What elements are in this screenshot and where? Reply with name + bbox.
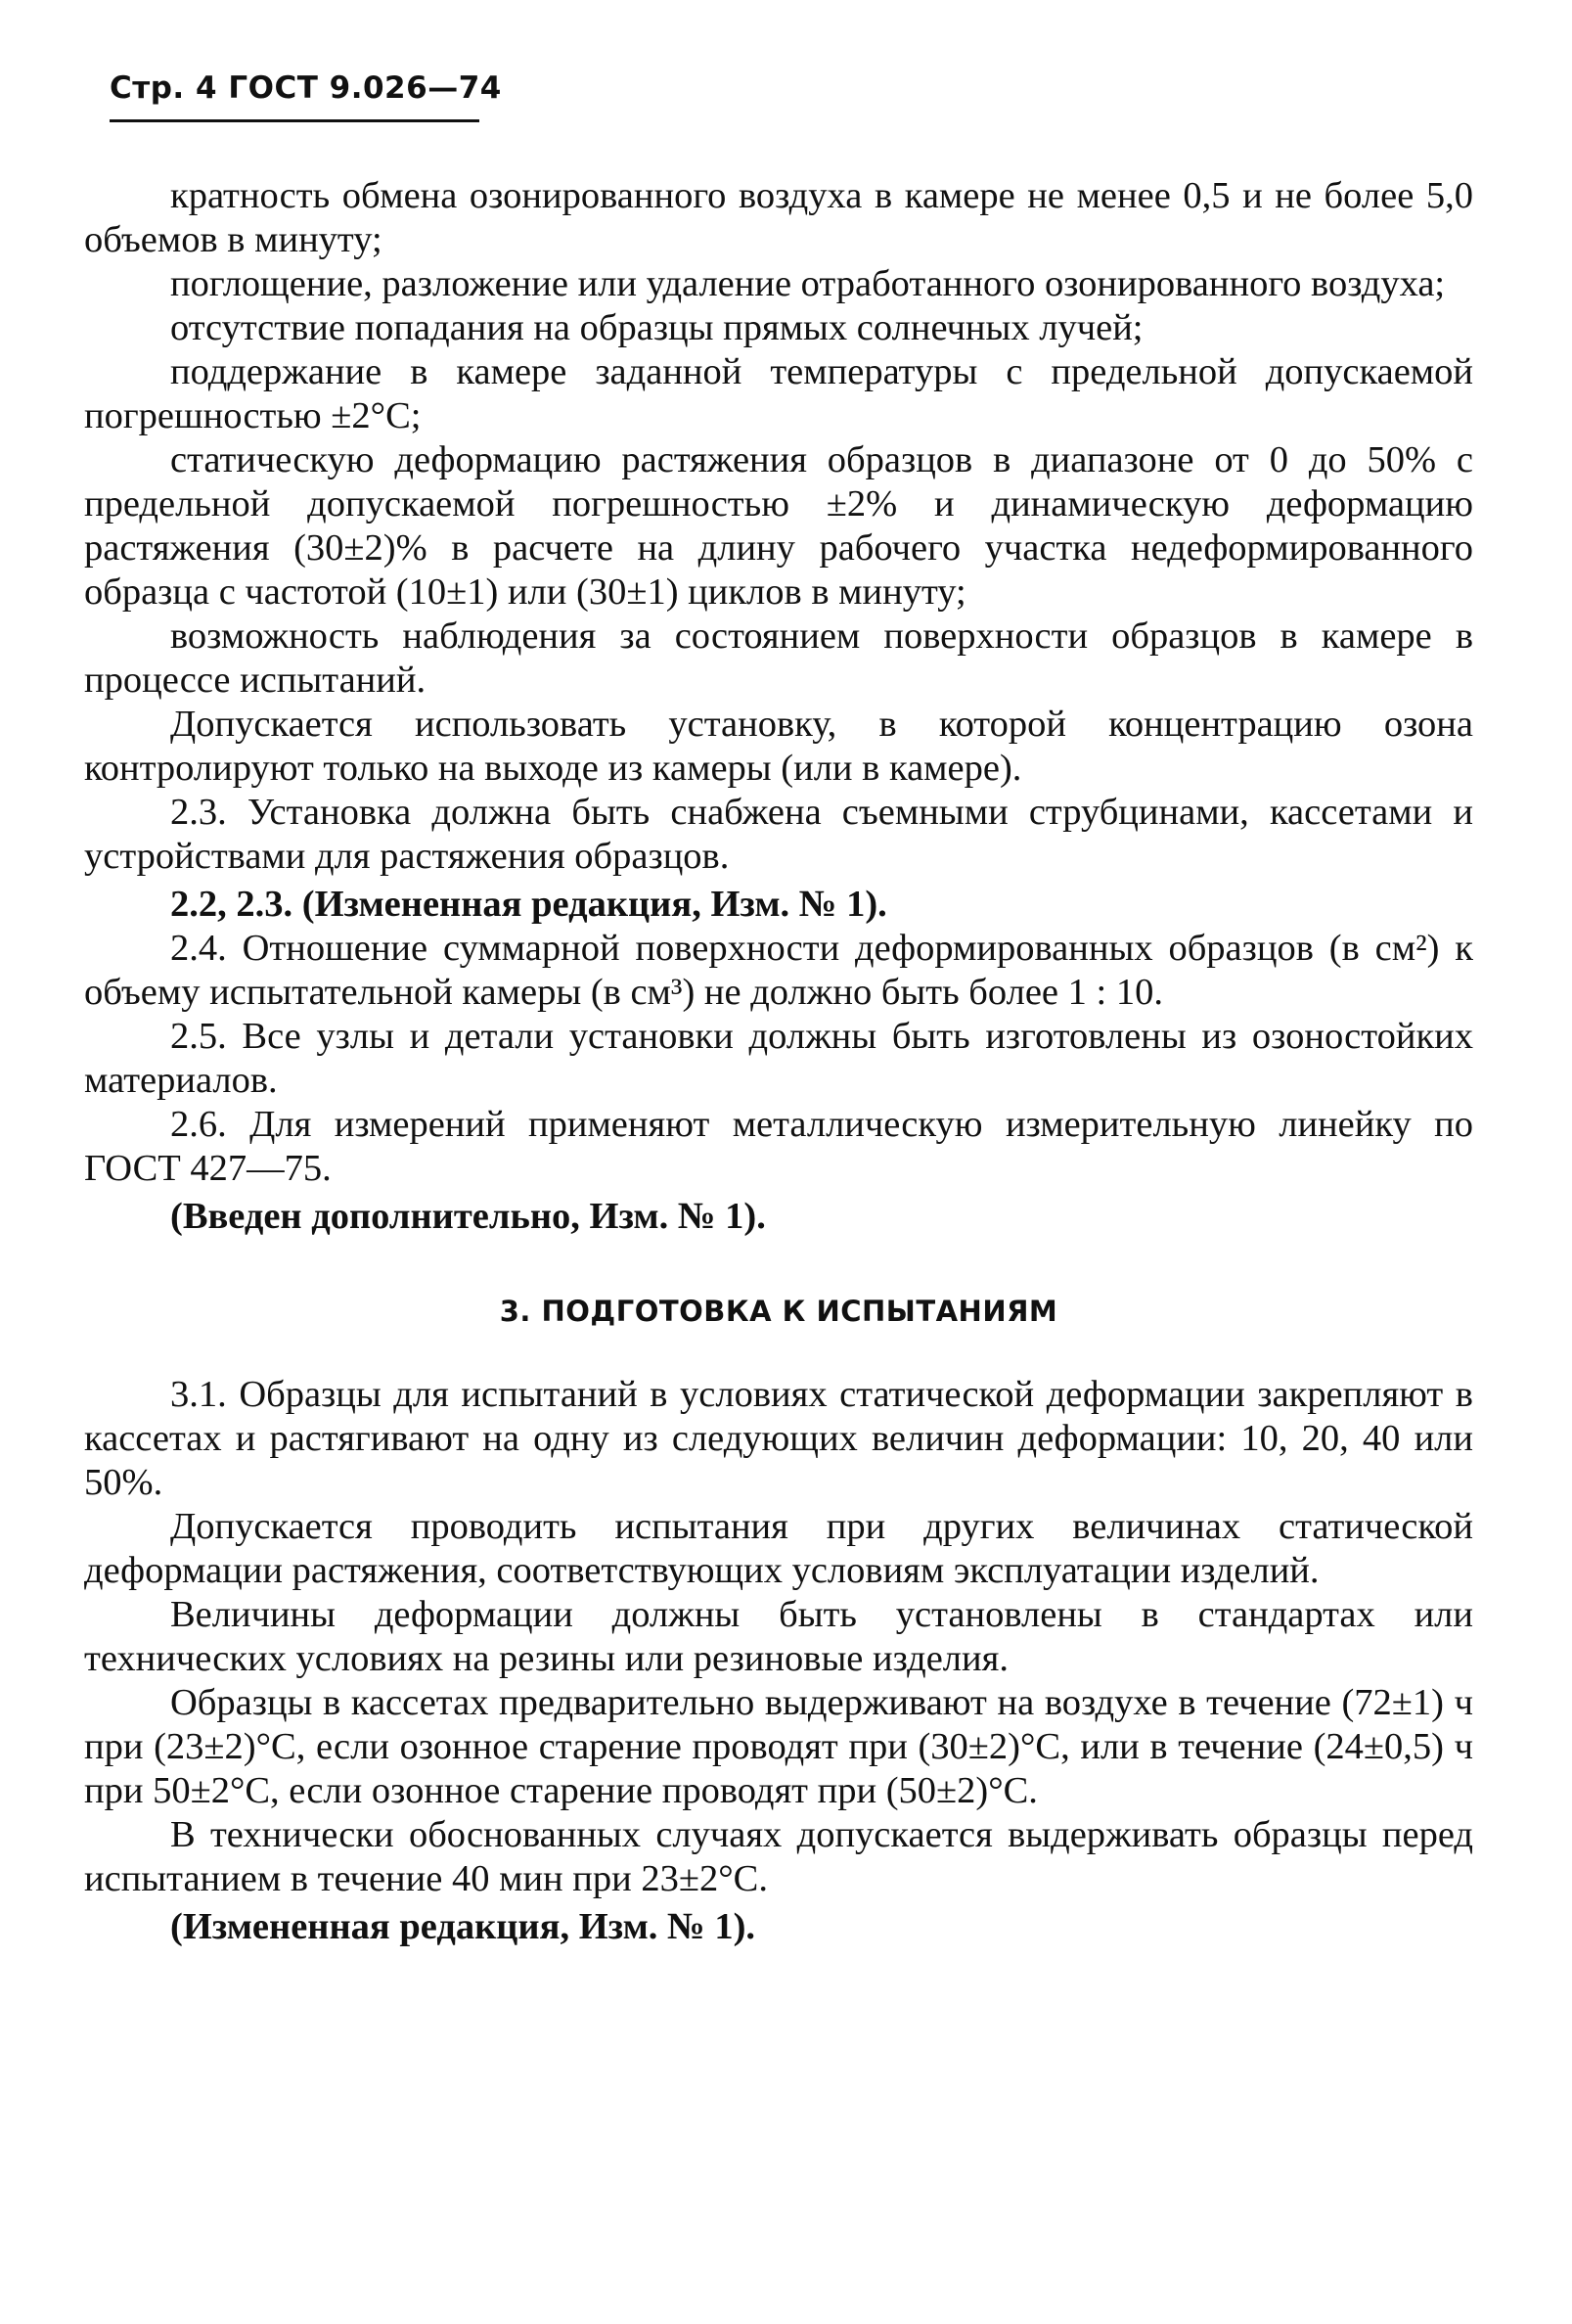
paragraph-observation: возможность наблюдения за состоянием поверхности образцов в камере в процессе испытаний. xyxy=(84,615,1473,701)
paragraph-2-6: 2.6. Для измерений применяют металлическую измерительную линейку по ГОСТ 427—75. xyxy=(84,1104,1473,1189)
paragraph-other-deformation: Допускается проводить испытания при других величинах статической деформации растяжения, соответствующих условиям эксплуатации изделий. xyxy=(84,1506,1473,1591)
header-rule xyxy=(110,119,479,122)
paragraph-conditioning: Образцы в кассетах предварительно выдерживают на воздухе в течение (72±1) ч при (23±2)°С, если озонное старение проводят при (30±2)°С, или в течение (24±0,5) ч при 50±2°С, если озонное старение проводят при (50±2)°С. xyxy=(84,1682,1473,1811)
amendment-note-final: (Измененная редакция, Изм. № 1). xyxy=(170,1906,756,1947)
paragraph-2-5: 2.5. Все узлы и детали установки должны быть изготовлены из озоностойких материалов. xyxy=(84,1016,1473,1101)
paragraph-justified-cases: В технически обоснованных случаях допускается выдерживать образцы перед испытанием в течение 40 мин при 23±2°С. xyxy=(84,1814,1473,1899)
document-body xyxy=(84,174,1473,1949)
amendment-note-added: (Введен дополнительно, Изм. № 1). xyxy=(170,1196,766,1237)
paragraph-no-sunlight: отсутствие попадания на образцы прямых солнечных лучей; xyxy=(170,307,1144,348)
amendment-note-2-2-2-3: 2.2, 2.3. (Измененная редакция, Изм. № 1). xyxy=(170,884,887,925)
paragraph-deformation: статическую деформацию растяжения образцов в диапазоне от 0 до 50% с предельной допускаемой погрешностью ±2% и динамическую деформацию растяжения (30±2)% в расчете на длину рабочего участка недеформированного образца с частотой (10±1) или (30±1) циклов в минуту; xyxy=(84,439,1473,613)
paragraph-temperature: поддержание в камере заданной температуры с предельной допускаемой погрешностью ±2°С; xyxy=(84,351,1473,436)
paragraph-deformation-standards: Величины деформации должны быть установлены в стандартах или технических условиях на резины или резиновые изделия. xyxy=(84,1594,1473,1679)
paragraph-ozone-control: Допускается использовать установку, в которой концентрацию озона контролируют только на выходе из камеры (или в камере). xyxy=(84,704,1473,789)
paragraph-2-4: 2.4. Отношение суммарной поверхности деформированных образцов (в см²) к объему испытательной камеры (в см³) не должно быть более 1 : 10. xyxy=(84,928,1473,1013)
paragraph-air-exchange: кратность обмена озонированного воздуха в камере не менее 0,5 и не более 5,0 объемов в минуту; xyxy=(84,175,1473,260)
paragraph-air-removal: поглощение, разложение или удаление отработанного озонированного воздуха; xyxy=(170,263,1446,304)
section-heading-3: 3. ПОДГОТОВКА К ИСПЫТАНИЯМ xyxy=(499,1295,1058,1328)
paragraph-2-3: 2.3. Установка должна быть снабжена съемными струбцинами, кассетами и устройствами для растяжения образцов. xyxy=(84,792,1473,877)
paragraph-3-1: 3.1. Образцы для испытаний в условиях статической деформации закрепляют в кассетах и растягивают на одну из следующих величин деформации: 10, 20, 40 или 50%. xyxy=(84,1374,1473,1503)
page-header: Стр. 4 ГОСТ 9.026—74 xyxy=(110,70,502,106)
